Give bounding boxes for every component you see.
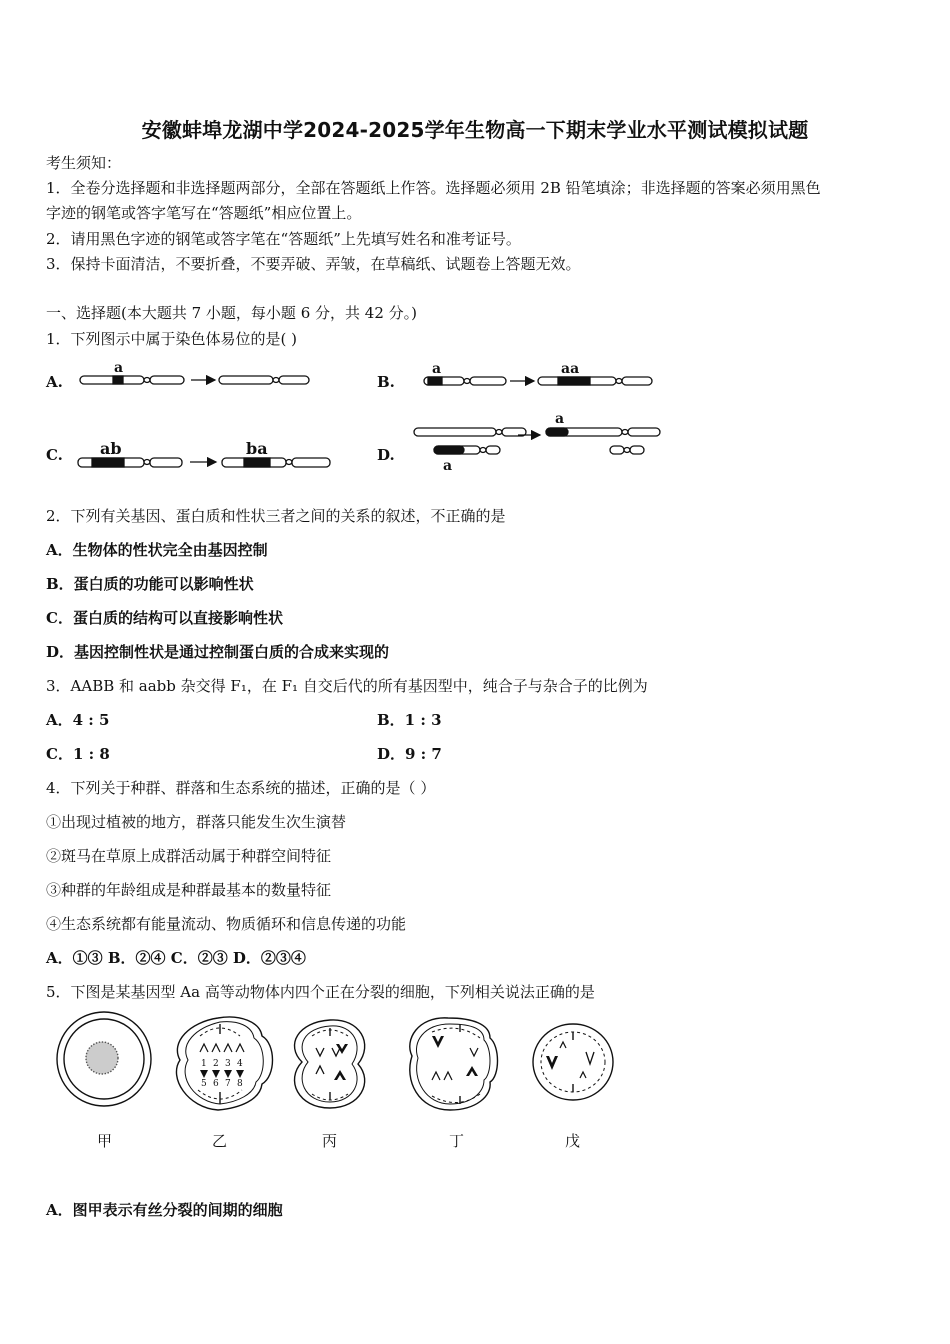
chrom-num-7: 7 [225,1079,231,1089]
q1-label-b: B. [377,373,395,391]
q1-label-d: D. [377,446,395,464]
chrom-num-5: 5 [201,1079,207,1089]
q1-d-gene-label-bottom: a [443,458,453,474]
cell-label-jia: 甲 [97,1132,113,1150]
chrom-num-3: 3 [225,1059,231,1069]
q4-item-1: ①出现过植被的地方，群落只能发生次生演替 [46,813,347,831]
q3-option-d: D．9 : 7 [377,745,442,763]
notice-heading: 考生须知： [46,154,122,172]
notice-line-3: 3．保持卡面清洁，不要折叠，不要弄破、弄皱，在草稿纸、试题卷上答题无效。 [46,255,581,273]
q3-stem: 3．AABB 和 aabb 杂交得 F₁，在 F₁ 自交后代的所有基因型中，纯合子与杂合子的比例为 [46,677,648,695]
cell-label-ding: 丁 [449,1132,465,1150]
q1-label-a: A. [46,373,63,391]
q1-c-after-chromosome [222,458,330,467]
q1-stem: 1．下列图示中属于染色体易位的是( ) [46,330,298,348]
q1-b-before-chromosome [424,377,506,385]
q1-label-c: C. [46,446,63,464]
q1-chromosome-diagrams [0,355,950,480]
chrom-num-1: 1 [201,1059,207,1069]
chrom-num-2: 2 [213,1059,219,1069]
cell-ding [410,1018,498,1110]
q1-d-before-chromosomes [414,428,526,454]
q5-cell-diagrams [40,1000,640,1160]
q4-item-4: ④生态系统都有能量流动、物质循环和信息传递的功能 [46,915,407,933]
q1-a-before-chromosome [80,376,184,384]
page-title: 安徽蚌埠龙湖中学2024-2025学年生物高一下期末学业水平测试模拟试题 [141,118,809,142]
q5-option-a: A．图甲表示有丝分裂的间期的细胞 [46,1201,283,1219]
q1-b-gene-label: a [432,361,442,377]
notice-line-1a: 1．全卷分选择题和非选择题两部分，全部在答题纸上作答。选择题必须用 2B 铅笔填涂；非选择题的答案必须用黑色 [46,179,821,197]
q1-b-after-chromosome [538,377,652,385]
cell-wu [533,1024,613,1100]
q1-c-gene-label-ab: ab [100,439,122,458]
q2-option-c: C．蛋白质的结构可以直接影响性状 [46,609,283,627]
q4-item-3: ③种群的年龄组成是种群最基本的数量特征 [46,881,332,899]
q2-option-d: D．基因控制性状是通过控制蛋白质的合成来实现的 [46,643,390,661]
chrom-num-8: 8 [237,1079,243,1089]
cell-label-bing: 丙 [322,1132,338,1150]
q1-d-after-chromosomes [546,428,660,454]
q4-options: A．①③ B．②④ C．②③ D．②③④ [46,949,306,967]
cell-label-wu: 戊 [565,1132,581,1150]
q3-option-b: B．1 : 3 [377,711,442,729]
cell-jia [57,1012,151,1106]
q1-a-after-chromosome [219,376,309,384]
q1-b-gene-label-aa: aa [561,361,580,377]
notice-line-1b: 字迹的钢笔或答字笔写在“答题纸”相应位置上。 [46,204,362,222]
cell-label-yi: 乙 [212,1132,228,1150]
cell-bing [295,1020,365,1108]
q5-stem: 5．下图是某基因型 Aa 高等动物体内四个正在分裂的细胞，下列相关说法正确的是 [46,983,595,1001]
q4-item-2: ②斑马在草原上成群活动属于种群空间特征 [46,847,332,865]
q1-a-gene-label: a [114,360,124,376]
notice-line-2: 2．请用黑色字迹的钢笔或答字笔在“答题纸”上先填写姓名和准考证号。 [46,230,521,248]
q2-option-b: B．蛋白质的功能可以影响性状 [46,575,254,593]
chrom-num-6: 6 [213,1079,219,1089]
q3-option-a: A．4 : 5 [46,711,110,729]
section-heading: 一、选择题(本大题共 7 小题，每小题 6 分，共 42 分。) [46,304,417,322]
q4-stem: 4．下列关于种群、群落和生态系统的描述，正确的是（ ） [46,779,436,797]
chrom-num-4: 4 [237,1059,243,1069]
q2-option-a: A．生物体的性状完全由基因控制 [46,541,268,559]
q2-stem: 2．下列有关基因、蛋白质和性状三者之间的关系的叙述，不正确的是 [46,507,506,525]
q3-option-c: C．1 : 8 [46,745,110,763]
q1-c-before-chromosome [78,458,182,467]
q1-d-gene-label-top: a [555,411,565,427]
q1-c-gene-label-ba: ba [246,439,268,458]
